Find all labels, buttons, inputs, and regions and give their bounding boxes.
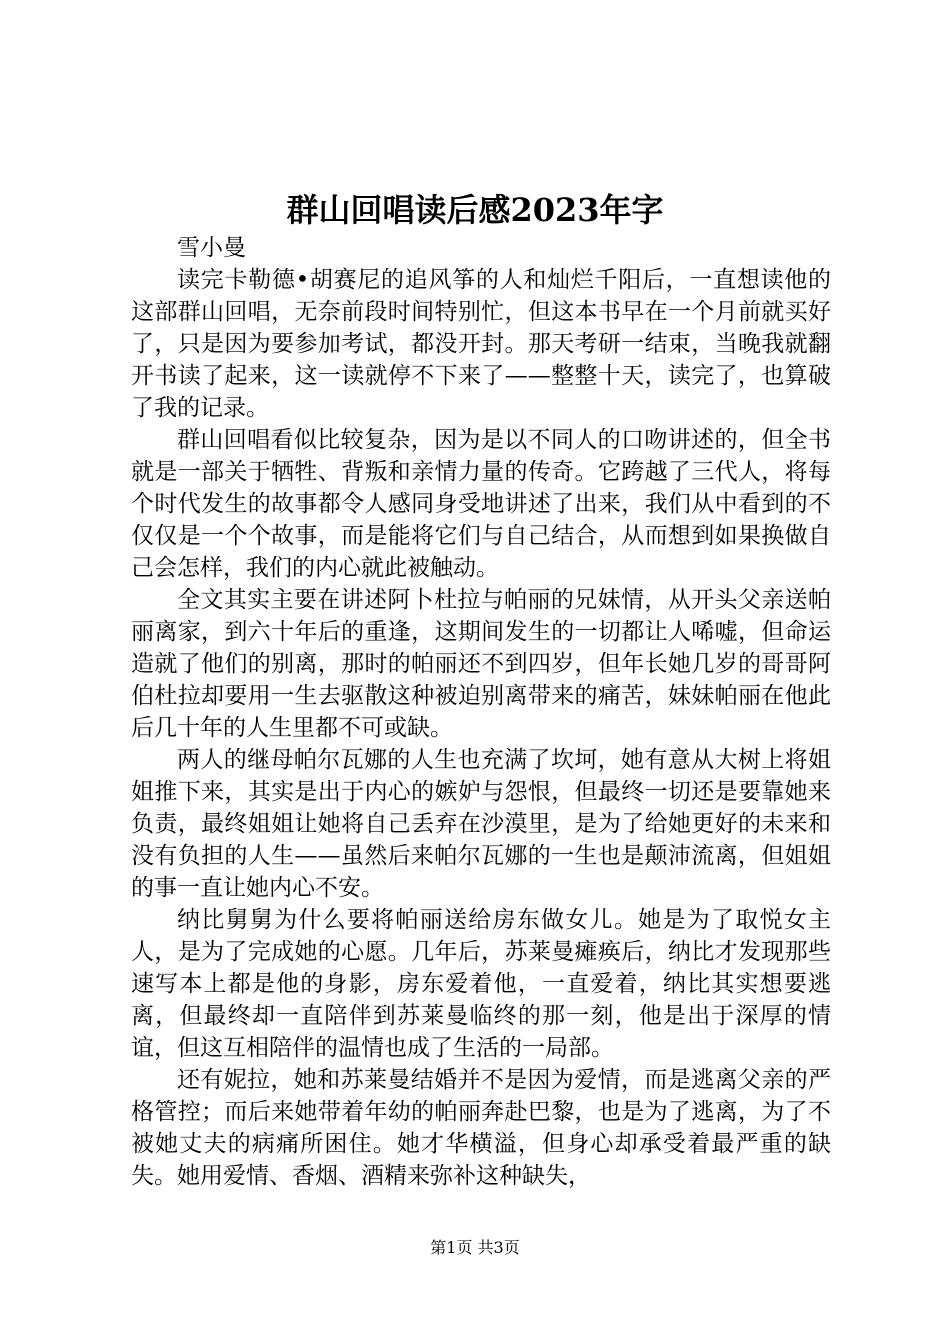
paragraph-5: 纳比舅舅为什么要将帕丽送给房东做女儿。她是为了取悦女主人，是为了完成她的心愿。几年后，苏莱曼瘫痪后，纳比才发现那些速写本上都是他的身影，房东爱着他，一直爱着，纳比其实想要逃离，但最终却一直陪伴到苏莱曼临终的那一刻，他是出于深厚的情谊，但这互相陪伴的温情也成了生活的一局部。 <box>131 907 831 1061</box>
paragraph-6: 还有妮拉，她和苏莱曼结婚并不是因为爱情，而是逃离父亲的严格管控；而后来她带着年幼的帕丽奔赴巴黎，也是为了逃离，为了不被她丈夫的病痛所困住。她才华横溢，但身心却承受着最严重的缺失。她用爱情、香烟、酒精来弥补这种缺失， <box>131 1067 831 1189</box>
page-number-footer: 第1页 共3页 <box>430 1238 520 1257</box>
page-title: 群山回唱读后感2023年字 <box>286 191 664 229</box>
paragraph-4: 两人的继母帕尔瓦娜的人生也充满了坎坷，她有意从大树上将姐姐推下来，其实是出于内心的嫉妒与怨恨，但最终一切还是要靠她来负责，最终姐姐让她将自己丢弃在沙漠里，是为了给她更好的未来和没有负担的人生——虽然后来帕尔瓦娜的一生也是颠沛流离，但姐姐的事一直让她内心不安。 <box>131 747 831 901</box>
paragraph-2: 群山回唱看似比较复杂，因为是以不同人的口吻讲述的，但全书就是一部关于牺牲、背叛和亲情力量的传奇。它跨越了三代人，将每个时代发生的故事都令人感同身受地讲述了出来，我们从中看到的不仅仅是一个个故事，而是能将它们与自己结合，从而想到如果换做自己会怎样，我们的内心就此被触动。 <box>131 427 831 581</box>
paragraph-3: 全文其实主要在讲述阿卜杜拉与帕丽的兄妹情，从开头父亲送帕丽离家，到六十年后的重逢，这期间发生的一切都让人唏嘘，但命运造就了他们的别离，那时的帕丽还不到四岁，但年长她几岁的哥哥阿伯杜拉却要用一生去驱散这种被迫别离带来的痛苦，妹妹帕丽在他此后几十年的人生里都不可或缺。 <box>131 587 831 741</box>
document-body <box>131 232 831 1192</box>
author-name: 雪小曼 <box>177 235 246 261</box>
paragraph-1: 读完卡勒德•胡赛尼的追风筝的人和灿烂千阳后，一直想读他的这部群山回唱，无奈前段时间特别忙，但这本书早在一个月前就买好了，只是因为要参加考试，都没开封。那天考研一结束，当晚我就翻开书读了起来，这一读就停不下来了——整整十天，读完了，也算破了我的记录。 <box>131 267 831 421</box>
